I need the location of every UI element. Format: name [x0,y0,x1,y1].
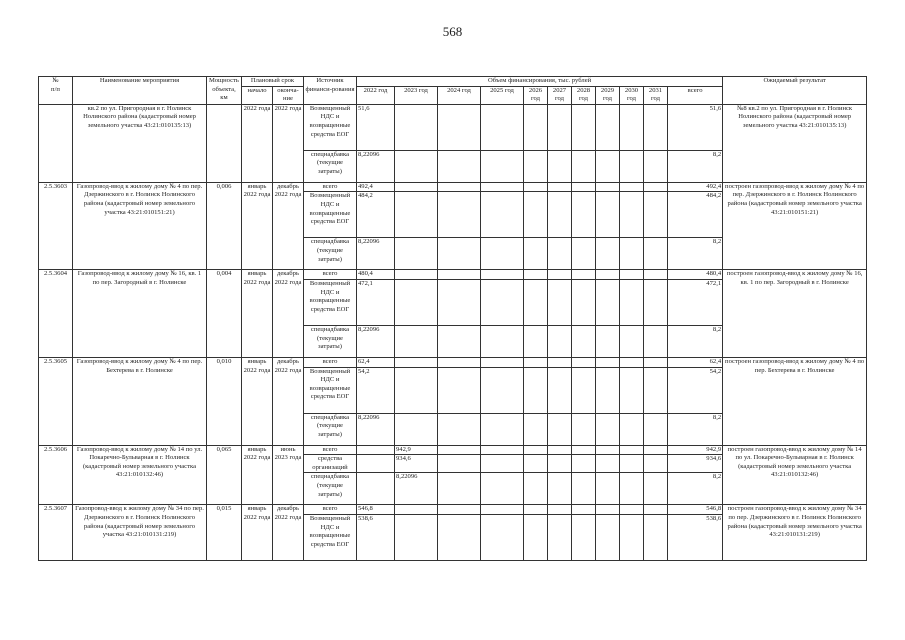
cell-source: всего [304,270,357,280]
cell-result: построен газопровод-ввод к жилому дому № 14 по ул. Покаречно-Бульварная в г. Нолинск (кадастровый номер земельного участка 43:21:010132:46) [723,445,867,505]
cell-2022: 8,22096 [357,325,395,357]
cell-end: декабрь 2022 года [273,505,304,561]
cell-source: спецнадбавка (текущие затраты) [304,473,357,505]
cell-source: Возмещенный НДС и возвращенные средства ЕОГ [304,514,357,560]
cell-2022 [357,445,395,455]
cell-2022: 484,2 [357,192,395,238]
cell-total: 54,2 [668,367,723,413]
cell-source: Возмещенный НДС и возвращенные средства ЕОГ [304,192,357,238]
col-2027: 2027 год [548,86,572,104]
cell-2023 [395,270,438,280]
cell-end: 2022 года [273,104,304,182]
col-2030: 2030 год [620,86,644,104]
cell-num: 2.5.3606 [39,445,73,505]
cell-total: 8,2 [668,413,723,445]
cell-2022 [357,455,395,473]
cell-2023 [395,325,438,357]
cell-result: построен газопровод-ввод к жилому дому № 16, кв. 1 по пер. Загородный в г. Нолинске [723,270,867,358]
cell-source: Возмещенный НДС и возвращенные средства ЕОГ [304,367,357,413]
cell-start: 2022 года [242,104,273,182]
cell-2022 [357,473,395,505]
cell-start: январь 2022 года [242,445,273,505]
cell-num: 2.5.3604 [39,270,73,358]
cell-2023 [395,367,438,413]
cell-start: январь 2022 года [242,357,273,445]
cell-num: 2.5.3603 [39,182,73,270]
cell-source: всего [304,182,357,192]
cell-source: всего [304,445,357,455]
cell-2023 [395,514,438,560]
cell-2022: 480,4 [357,270,395,280]
cell-total: 472,1 [668,279,723,325]
table-row [39,445,867,455]
cell-end: декабрь 2022 года [273,182,304,270]
col-capacity: Мощность объекта, км [207,77,242,105]
cell-start: январь 2022 года [242,270,273,358]
cell-total: 8,2 [668,325,723,357]
cell-total: 484,2 [668,192,723,238]
col-2026: 2026 год [524,86,548,104]
cell-2023 [395,238,438,270]
cell-source: всего [304,505,357,515]
cell-source: Возмещенный НДС и возвращенные средства ЕОГ [304,104,357,150]
cell-num: 2.5.3607 [39,505,73,561]
cell-2023 [395,192,438,238]
cell-2023 [395,505,438,515]
col-term-start: начало [242,86,273,104]
cell-2022: 8,22096 [357,150,395,182]
cell-result: построен газопровод-ввод к жилому дому № 4 по пер. Дзержинского в г. Нолинск Нолинского района (кадастровый номер земельного участка 43:21:010151:21) [723,182,867,270]
cell-2022: 62,4 [357,357,395,367]
cell-2023 [395,413,438,445]
cell-result: №8 кв.2 по ул. Пригородная в г. Нолинск Нолинского района (кадастровый номер земельного участка 43:21:010135:13) [723,104,867,182]
cell-source: спецнадбавка (текущие затраты) [304,325,357,357]
cell-capacity: 0,015 [207,505,242,561]
cell-total: 8,2 [668,150,723,182]
cell-end: декабрь 2022 года [273,357,304,445]
cell-total: 62,4 [668,357,723,367]
col-2029: 2029 год [596,86,620,104]
cell-total: 51,6 [668,104,723,150]
col-name: Наименование мероприятия [73,77,207,105]
cell-total: 538,6 [668,514,723,560]
cell-source: всего [304,357,357,367]
cell-2022: 546,8 [357,505,395,515]
cell-source: спецнадбавка (текущие затраты) [304,150,357,182]
col-2031: 2031 год [644,86,668,104]
col-volume: Объем финансирования, тыс. рублей [357,77,723,87]
page-number: 568 [442,24,463,39]
cell-capacity: 0,006 [207,182,242,270]
cell-result: построен газопровод-ввод к жилому дому № 34 по пер. Дзержинского в г. Нолинск Нолинского района (кадастровый номер земельного участка 43:21:010131:219) [723,505,867,561]
table-row [39,270,867,280]
cell-num [39,104,73,182]
cell-2022: 538,6 [357,514,395,560]
cell-2022: 472,1 [357,279,395,325]
cell-2023: 8,22096 [395,473,438,505]
col-num: № п/п [39,77,73,105]
col-term-end: оконча-ние [273,86,304,104]
col-result: Ожидаемый результат [723,77,867,105]
financing-table [38,76,867,561]
cell-capacity: 0,010 [207,357,242,445]
cell-result: построен газопровод-ввод к жилому дому № 4 по пер. Бехтерева в г. Нолинске [723,357,867,445]
cell-total: 480,4 [668,270,723,280]
cell-total: 942,9 [668,445,723,455]
cell-total: 492,4 [668,182,723,192]
cell-name: Газопровод-ввод к жилому дому № 16, кв. 1 по пер. Загородный в г. Нолинске [73,270,207,358]
header-row-1 [39,77,867,87]
cell-2023 [395,104,438,150]
cell-2022: 8,22096 [357,413,395,445]
cell-end: июнь 2023 года [273,445,304,505]
cell-2023: 942,9 [395,445,438,455]
cell-2022: 492,4 [357,182,395,192]
table-row [39,104,867,150]
cell-2023 [395,182,438,192]
cell-2023: 934,6 [395,455,438,473]
cell-2023 [395,279,438,325]
cell-name: Газопровод-ввод к жилому дому № 34 по пер. Дзержинского в г. Нолинск Нолинского района (кадастровый номер земельного участка 43:21:010131:219) [73,505,207,561]
col-2024: 2024 год [438,86,481,104]
cell-2022: 8,22096 [357,238,395,270]
cell-name: Газопровод-ввод к жилому дому № 4 по пер. Дзержинского в г. Нолинск Нолинского района (кадастровый номер земельного участка 43:21:010151:21) [73,182,207,270]
col-2025: 2025 год [481,86,524,104]
col-source: Источник финанси-рования [304,77,357,105]
cell-2023 [395,357,438,367]
cell-num: 2.5.3605 [39,357,73,445]
cell-total: 8,2 [668,473,723,505]
col-2022: 2022 год [357,86,395,104]
cell-capacity: 0,065 [207,445,242,505]
cell-start: январь 2022 года [242,505,273,561]
cell-total: 934,6 [668,455,723,473]
cell-2022: 51,6 [357,104,395,150]
cell-2023 [395,150,438,182]
cell-name: Газопровод-ввод к жилому дому № 4 по пер. Бехтерева в г. Нолинске [73,357,207,445]
col-2028: 2028 год [572,86,596,104]
cell-capacity [207,104,242,182]
col-2023: 2023 год [395,86,438,104]
cell-name: Газопровод-ввод к жилому дому № 14 по ул. Покаречно-Бульварная в г. Нолинск (кадастровый номер земельного участка 43:21:010132:46) [73,445,207,505]
table-row [39,357,867,367]
cell-source: спецнадбавка (текущие затраты) [304,238,357,270]
cell-2022: 54,2 [357,367,395,413]
cell-name: кв.2 по ул. Пригородная в г. Нолинск Нолинского района (кадастровый номер земельного участка 43:21:010135:13) [73,104,207,182]
table-row [39,182,867,192]
cell-total: 546,8 [668,505,723,515]
cell-source: средства организаций [304,455,357,473]
table-row [39,505,867,515]
cell-source: Возмещенный НДС и возвращенные средства ЕОГ [304,279,357,325]
cell-total: 8,2 [668,238,723,270]
col-total: всего [668,86,723,104]
cell-capacity: 0,004 [207,270,242,358]
cell-start: январь 2022 года [242,182,273,270]
cell-end: декабрь 2022 года [273,270,304,358]
cell-source: спецнадбавка (текущие затраты) [304,413,357,445]
col-term: Плановый срок [242,77,304,87]
